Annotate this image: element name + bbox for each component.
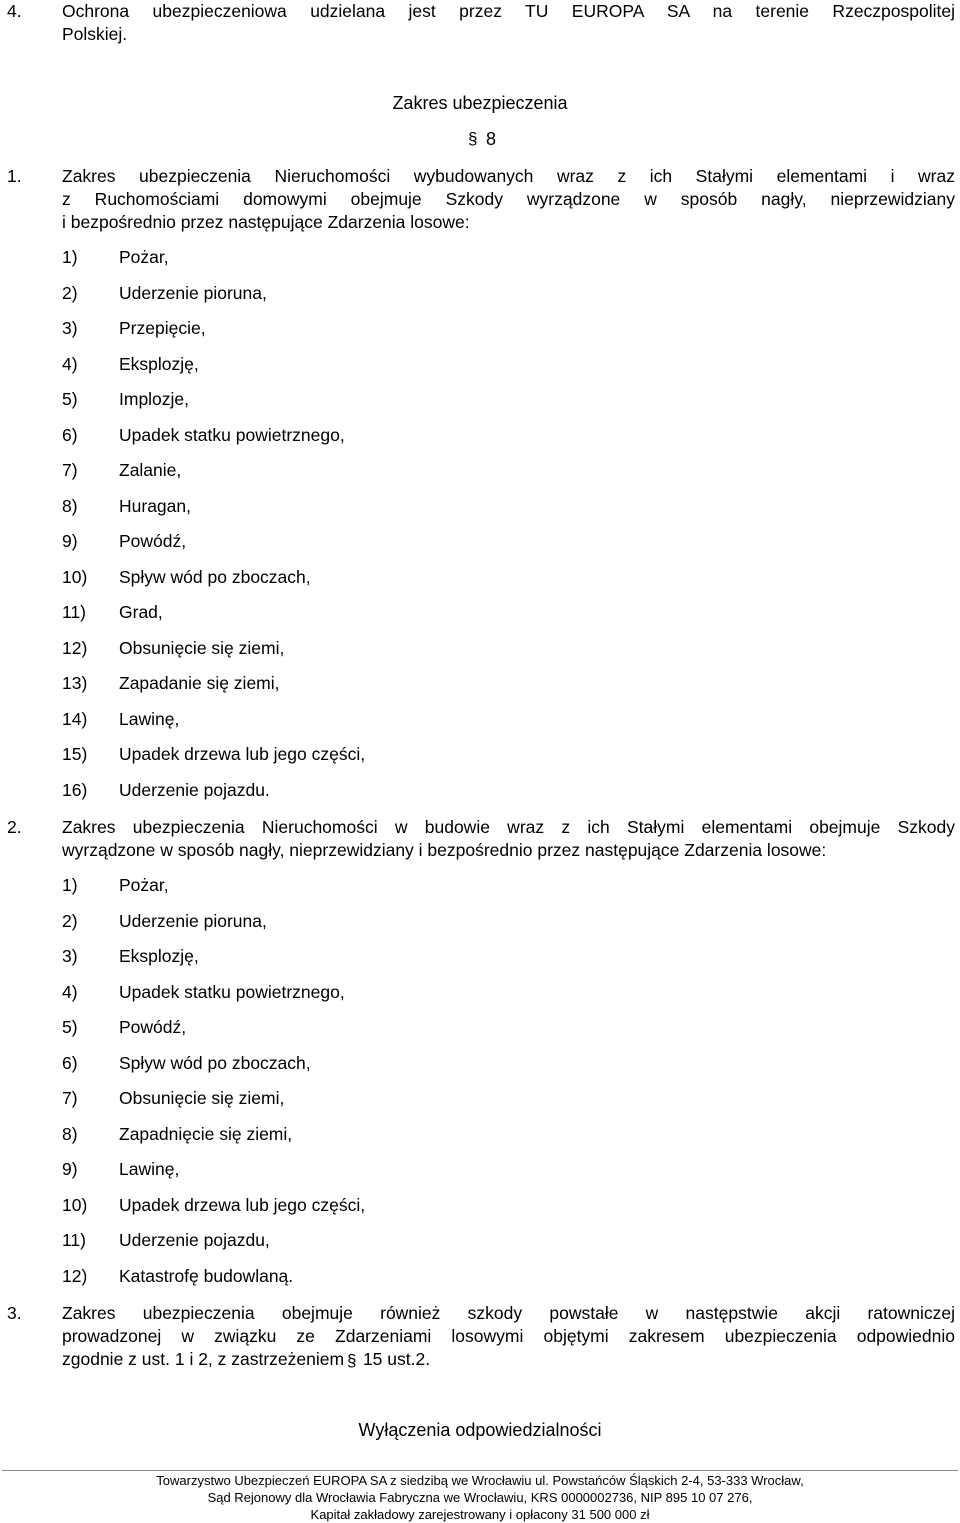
exclusions-title: Wyłączenia odpowiedzialności: [358, 1420, 602, 1440]
text-line: wyrządzone w sposób nagły, nieprzewidziany i bezpośrednio przez następujące Zdarzenia losowe:: [62, 840, 827, 860]
list-item: [62, 1230, 270, 1251]
text-line: z Ruchomościami domowymi obejmuje Szkody wyrządzone w sposób nagły, nieprzewidziany: [62, 189, 955, 209]
paragraph-mark: §8: [470, 129, 496, 150]
list-item: [62, 496, 191, 517]
list-item-text: Uderzenie pojazdu,: [119, 1230, 270, 1250]
section-sign-icon: [349, 1351, 359, 1365]
list-item-number: 2): [62, 910, 78, 931]
list-item-text: Katastrofę budowlaną.: [119, 1265, 294, 1286]
list-item-number: 6): [62, 1052, 78, 1073]
list-item: [62, 1053, 311, 1074]
list-item-number: 10): [62, 566, 88, 587]
footer-line: Sąd Rejonowy dla Wrocławia Fabryczna we Wrocławiu, KRS 0000002736, NIP 895 10 07 276,: [207, 1490, 753, 1505]
list-item-text: Przepięcie,: [119, 318, 206, 338]
list-item-text: Eksplozję,: [119, 353, 199, 374]
list-item-text: Upadek drzewa lub jego części,: [119, 1194, 366, 1215]
list-item-text: Eksplozję,: [119, 946, 199, 966]
list-item: [62, 1124, 292, 1145]
list-item-number: 5): [62, 1017, 78, 1037]
footer-divider: [2, 1470, 958, 1471]
list-item: [62, 460, 181, 481]
footer-line: Towarzystwo Ubezpieczeń EUROPA SA z siedzibą we Wrocławiu ul. Powstańców Śląskich 2-4, 53-333 Wrocław,: [156, 1473, 804, 1488]
list-item-text: Zapadnięcie się ziemi,: [119, 1123, 293, 1144]
list-item: [62, 602, 163, 623]
list-item-number: 11): [62, 602, 86, 622]
list-item-number: 2): [62, 282, 78, 303]
section-title: Zakres ubezpieczenia: [392, 93, 568, 113]
list-item-number: 11): [62, 1230, 86, 1250]
list-item-number: 3): [62, 318, 78, 338]
list-item-text: Lawinę,: [119, 1159, 180, 1179]
list-item-number: 12): [62, 1265, 88, 1286]
list-item-number: 15): [62, 744, 88, 764]
list-item-text: Pożar,: [119, 875, 169, 895]
list-item: [62, 283, 267, 304]
list-item-text: Upadek statku powietrznego,: [119, 981, 345, 1002]
list-item-text: Zapadanie się ziemi,: [119, 673, 280, 693]
list-item-number: 13): [62, 673, 88, 693]
list-item: [62, 780, 270, 801]
list-item-number: 9): [62, 531, 78, 551]
list-item: [62, 982, 345, 1003]
list-item-number: 1): [62, 875, 78, 895]
list-item: [62, 709, 179, 730]
footer-line: Kapitał zakładowy zarejestrowany i opłacony 31 500 000 zł: [310, 1507, 650, 1522]
list-item-number: 16): [62, 779, 88, 800]
list-item-text: Powódź,: [119, 1017, 187, 1037]
list-item-number: 14): [62, 708, 88, 729]
paragraph-number: 3.: [7, 1303, 22, 1323]
paragraph-number: 2.: [7, 817, 22, 837]
list-item: [62, 425, 345, 446]
list-item-number: 5): [62, 389, 78, 409]
text-line: prowadzonej w związku ze Zdarzeniami losowymi objętymi zakresem ubezpieczenia odpowiednio: [62, 1326, 955, 1346]
section-sign-icon: [470, 131, 480, 145]
list-item-text: Uderzenie pojazdu.: [119, 779, 270, 800]
list-item-number: 6): [62, 424, 78, 445]
list-item: [62, 744, 365, 765]
list-item-text: Powódź,: [119, 531, 187, 551]
list-item: [62, 1088, 284, 1109]
list-item-text: Zalanie,: [119, 460, 182, 480]
text-line: Zakres ubezpieczenia Nieruchomości w budowie wraz z ich Stałymi elementami obejmuje Szkody: [62, 817, 955, 837]
text-line: i bezpośrednio przez następujące Zdarzenia losowe:: [62, 212, 470, 232]
list-item-number: 4): [62, 981, 78, 1002]
text-line: Zakres ubezpieczenia obejmuje również szkody powstałe w następstwie akcji ratowniczej: [62, 1303, 955, 1323]
list-item-text: Huragan,: [119, 495, 191, 516]
list-item: [62, 354, 199, 375]
list-item-number: 7): [62, 1088, 78, 1108]
list-item-text: Obsunięcie się ziemi,: [119, 637, 285, 658]
list-item-text: Spływ wód po zboczach,: [119, 1052, 311, 1073]
text-line: Zakres ubezpieczenia Nieruchomości wybudowanych wraz z ich Stałymi elementami i wraz: [62, 166, 955, 186]
list-item: [62, 875, 169, 896]
list-item-text: Upadek statku powietrznego,: [119, 424, 345, 445]
list-item: [62, 911, 267, 932]
list-item: [62, 318, 206, 339]
list-item-text: Uderzenie pioruna,: [119, 282, 267, 303]
list-item: [62, 1266, 293, 1287]
list-item: [62, 638, 284, 659]
list-item: [62, 247, 169, 268]
list-item-number: 3): [62, 946, 78, 966]
list-item: [62, 1017, 186, 1038]
text-line: Ochrona ubezpieczeniowa udzielana jest przez TU EUROPA SA na terenie Rzeczpospolitej: [62, 1, 955, 21]
list-item-text: Spływ wód po zboczach,: [119, 566, 311, 587]
text-line: zgodnie z ust. 1 i 2, z zastrzeżeniem § 15 ust.2.: [62, 1348, 955, 1371]
list-item-text: Grad,: [119, 602, 163, 622]
list-item-number: 9): [62, 1159, 78, 1179]
list-item-number: 12): [62, 637, 88, 658]
list-item-text: Upadek drzewa lub jego części,: [119, 744, 366, 764]
list-item-number: 10): [62, 1194, 88, 1215]
list-item-number: 8): [62, 1123, 78, 1144]
list-item-text: Implozje,: [119, 389, 190, 409]
list-item: [62, 567, 311, 588]
text-line: Polskiej.: [62, 24, 128, 44]
paragraph-number: 4.: [7, 1, 22, 21]
paragraph-number: 1.: [7, 166, 22, 186]
list-item-number: 8): [62, 495, 78, 516]
list-item-number: 1): [62, 247, 78, 267]
list-item-number: 4): [62, 353, 78, 374]
list-item-number: 7): [62, 460, 78, 480]
list-item: [62, 1159, 179, 1180]
list-item: [62, 946, 199, 967]
list-item-text: Obsunięcie się ziemi,: [119, 1088, 285, 1108]
list-item-text: Lawinę,: [119, 708, 180, 729]
list-item-text: Pożar,: [119, 247, 169, 267]
page-footer: [0, 1472, 960, 1523]
list-item-text: Uderzenie pioruna,: [119, 910, 267, 931]
list-item: [62, 531, 186, 552]
list-item: [62, 673, 280, 694]
list-item: [62, 1195, 365, 1216]
list-item: [62, 389, 189, 410]
